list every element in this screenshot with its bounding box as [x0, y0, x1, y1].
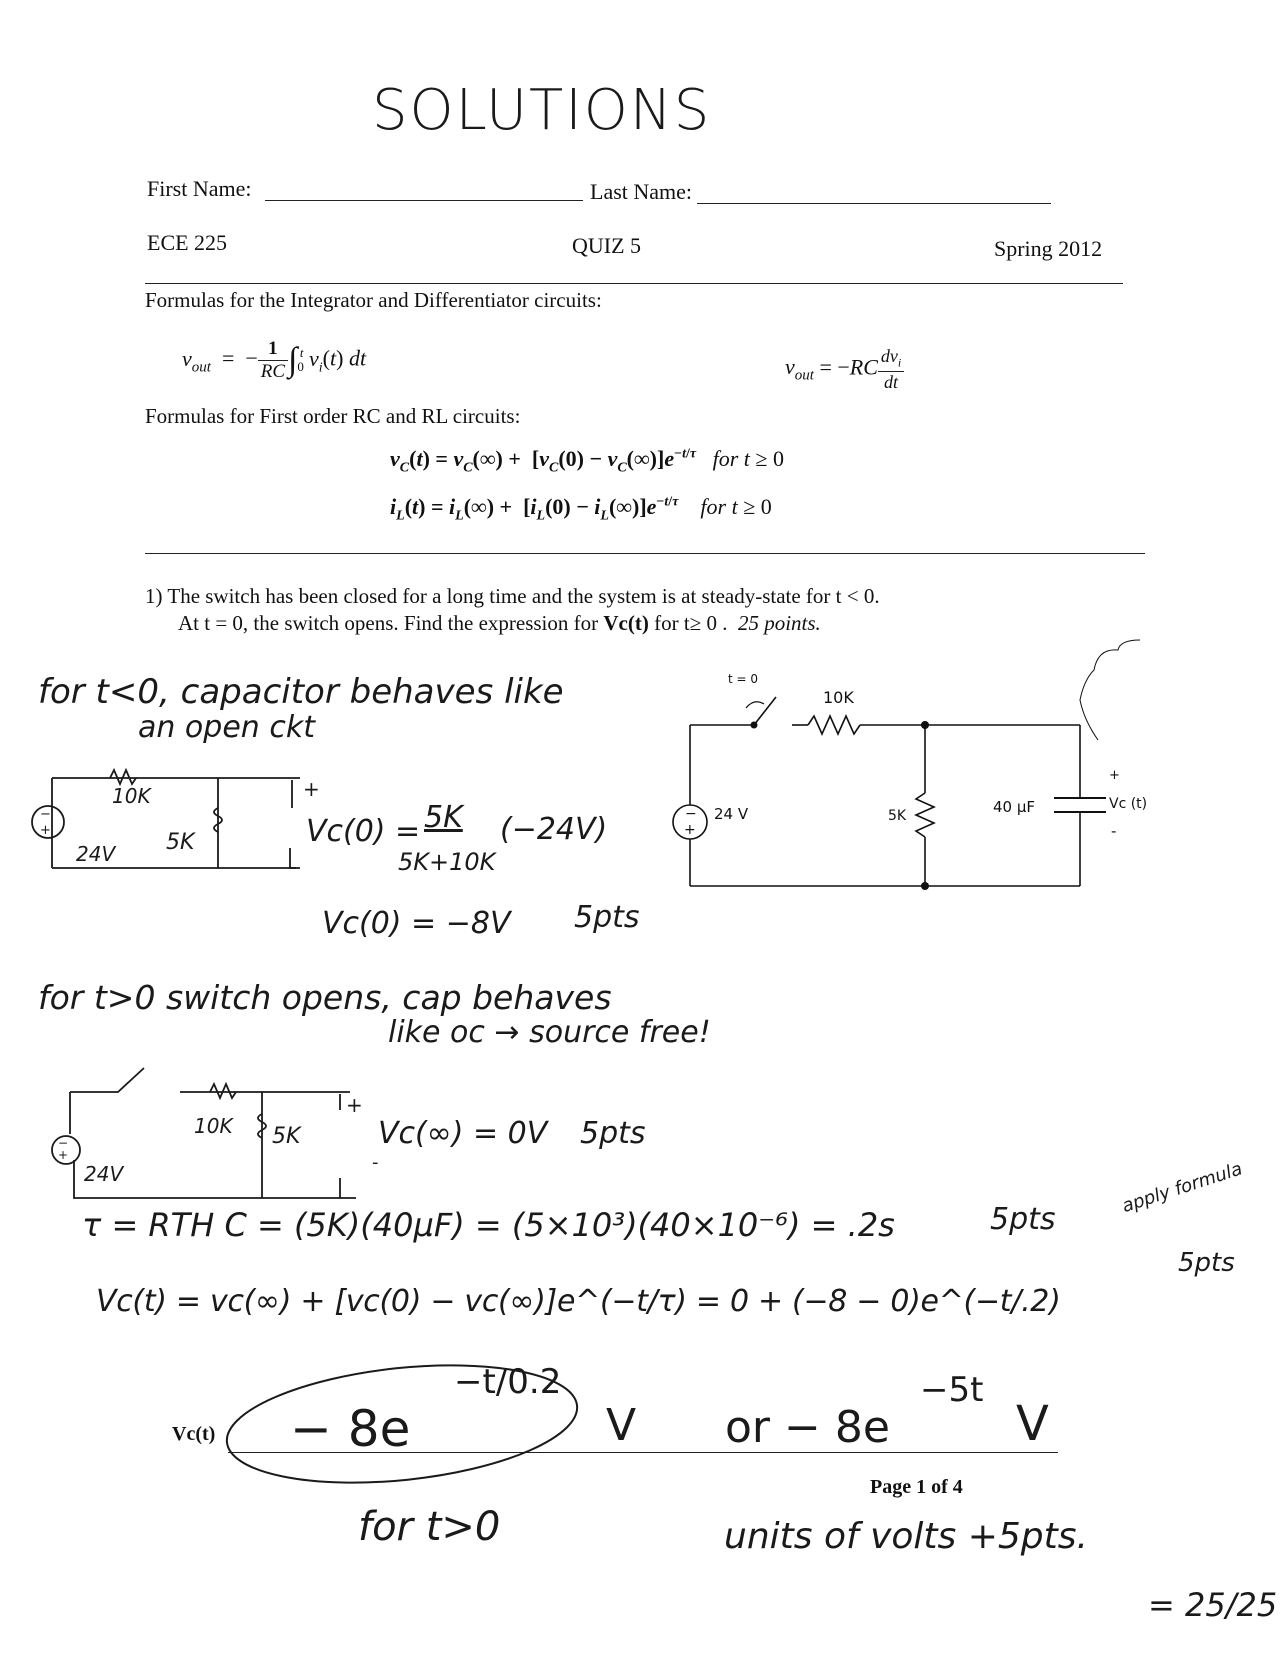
formulas-divider [145, 553, 1145, 554]
answer-alt-unit: V [1016, 1396, 1049, 1452]
svg-text:-: - [372, 1152, 379, 1173]
answer-exponent: −t/0.2 [454, 1362, 562, 1402]
answer-label: Vc(t) [172, 1423, 216, 1445]
units-note: units of volts +5pts. [724, 1516, 1088, 1557]
answer-unit: V [606, 1400, 637, 1451]
vc0-lhs: Vc(0) = [306, 814, 421, 849]
r1-label: 10K [823, 688, 854, 707]
rc-formula: $v_C(t) = v_C(\infty) + [v_C(0) - v_C(\infty)]e^{-t/\tau}$ for t ≥ 0 [390, 446, 784, 476]
term-label: Spring 2012 [994, 236, 1103, 261]
svg-text:−: − [685, 806, 697, 822]
solutions-title: SOLUTIONS [372, 78, 712, 143]
answer-alt: or − 8e [725, 1402, 890, 1453]
cap-label: 40 µF [993, 798, 1036, 816]
switch-label: t = 0 [728, 672, 759, 686]
svg-text:−: − [58, 1136, 69, 1150]
svg-text:+: + [303, 777, 320, 801]
course-label: ECE 225 [147, 230, 228, 255]
sketch2-r2: 5K [272, 1124, 301, 1149]
svg-text:+: + [40, 823, 51, 838]
vc0-result: Vc(0) = −8V [322, 906, 511, 941]
note-t-lt-0-line1: for t<0, capacitor behaves like [38, 672, 564, 712]
sketch1-source: 24V [76, 842, 116, 866]
r2-label: 5K [888, 808, 907, 824]
tau-pts: 5pts [990, 1202, 1056, 1237]
integrator-formula: $v_{out}$ = − $\frac{1}{RC}$ $\int_0^t$ $v_i(t)$ dt [182, 338, 367, 382]
vc0-pts: 5pts [574, 900, 640, 935]
note-t-lt-0-line2: an open ckt [138, 710, 315, 745]
svg-text:+: + [58, 1148, 69, 1162]
vc-minus: - [1111, 822, 1117, 840]
svg-text:−: − [40, 807, 51, 822]
first-name-label: First Name: [147, 176, 252, 201]
vc-plus: + [1109, 768, 1120, 783]
for-t-gt-0-note: for t>0 [358, 1504, 501, 1550]
vc-t-line: Vc(t) = vc(∞) + [vc(0) − vc(∞)]e^(−t/τ) = 0 + (−8 − 0)e^(−t/.2) [96, 1284, 1061, 1319]
page-number: Page 1 of 4 [870, 1476, 963, 1498]
sketch1-r2: 5K [166, 830, 195, 855]
apply-formula-note: apply formula [1119, 1158, 1245, 1217]
last-name-label: Last Name: [590, 179, 693, 204]
source-label: 24 V [714, 805, 749, 823]
quiz-label: QUIZ 5 [572, 233, 642, 258]
question-line-1: 1) The switch has been closed for a long time and the system is at steady-state for t < 0. [145, 584, 880, 608]
first-order-heading: Formulas for First order RC and RL circuits: [145, 404, 521, 428]
vc-inf-pts: 5pts [580, 1116, 646, 1151]
note-t-gt-0-line2: like oc → source free! [388, 1015, 711, 1050]
vc0-factor: (−24V) [500, 812, 608, 847]
sketch1-r1: 10K [112, 784, 151, 808]
differentiator-formula: $v_{out} = -RC$ $\frac{dv_i}{dt}$ [785, 346, 904, 393]
vc-t-pts: 5pts [1178, 1248, 1235, 1278]
vc0-den: 5K+10K [398, 848, 496, 876]
vc0-num: 5K [424, 800, 463, 835]
note-t-gt-0-line1: for t>0 switch opens, cap behaves [38, 978, 612, 1017]
sketch2-source: 24V [84, 1162, 124, 1186]
rl-formula: $i_L(t) = i_L(\infty) + [i_L(0) - i_L(\infty)]e^{-t/\tau}$ for t ≥ 0 [390, 494, 772, 524]
answer-main: − 8e [290, 1400, 411, 1458]
score: = 25/25 [1148, 1586, 1278, 1624]
integ-diff-heading: Formulas for the Integrator and Differentiator circuits: [145, 288, 602, 312]
svg-text:+: + [684, 822, 696, 838]
first-name-field[interactable] [265, 200, 583, 201]
header-divider [145, 283, 1123, 284]
question-line-2: At t = 0, the switch opens. Find the expression for Vc(t) for t≥ 0 . 25 points. [178, 611, 821, 635]
vc-label: Vc (t) [1109, 796, 1148, 812]
tau-line: τ = RTH C = (5K)(40µF) = (5×10³)(40×10⁻⁶) = .2s [82, 1206, 895, 1244]
svg-text:+: + [346, 1093, 363, 1117]
sketch2-r1: 10K [194, 1114, 233, 1138]
last-name-field[interactable] [697, 203, 1051, 204]
answer-alt-exponent: −5t [920, 1370, 984, 1410]
vc-inf: Vc(∞) = 0V [378, 1116, 548, 1151]
